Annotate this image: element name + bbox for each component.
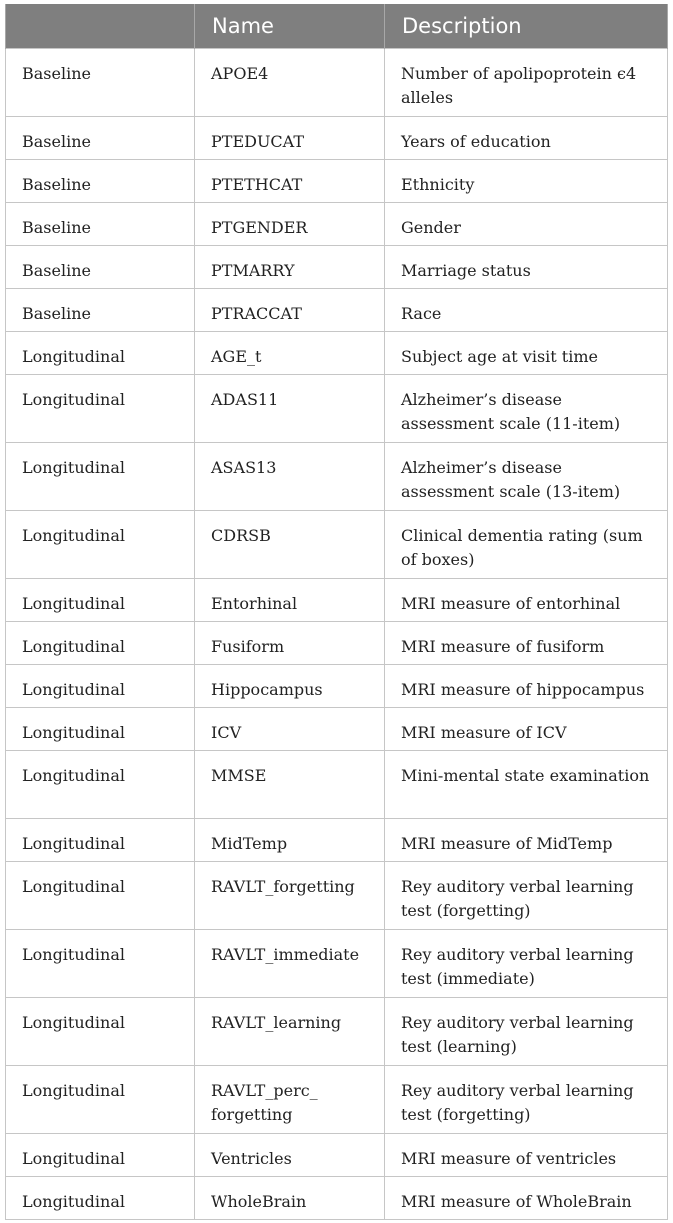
cell-name: MidTemp xyxy=(195,818,385,861)
cell-type: Longitudinal xyxy=(6,664,195,707)
table-row xyxy=(6,1176,668,1219)
cell-description: Mini-mental state examination xyxy=(385,750,668,818)
cell-description: Race xyxy=(385,288,668,331)
cell-name: ICV xyxy=(195,707,385,750)
cell-name: RAVLT_learning xyxy=(195,997,385,1065)
table-row xyxy=(6,159,668,202)
cell-type: Baseline xyxy=(6,288,195,331)
cell-type: Longitudinal xyxy=(6,750,195,818)
cell-description: Alzheimer’s disease assessment scale (13-item) xyxy=(385,442,668,510)
cell-name: CDRSB xyxy=(195,510,385,578)
cell-name: PTRACCAT xyxy=(195,288,385,331)
cell-description: Rey auditory verbal learning test (immediate) xyxy=(385,929,668,997)
cell-description: Number of apolipoprotein ϵ4 alleles xyxy=(385,48,668,116)
table-row xyxy=(6,116,668,159)
cell-description: Subject age at visit time xyxy=(385,331,668,374)
cell-type: Longitudinal xyxy=(6,442,195,510)
cell-type: Longitudinal xyxy=(6,1065,195,1133)
cell-name: PTMARRY xyxy=(195,245,385,288)
cell-name: RAVLT_perc_ forgetting xyxy=(195,1065,385,1133)
table-row xyxy=(6,997,668,1065)
header-row xyxy=(6,4,668,48)
cell-description: Clinical dementia rating (sum of boxes) xyxy=(385,510,668,578)
cell-description: MRI measure of ventricles xyxy=(385,1133,668,1176)
cell-description: Alzheimer’s disease assessment scale (11-item) xyxy=(385,374,668,442)
cell-description: MRI measure of MidTemp xyxy=(385,818,668,861)
cell-name: AGE_t xyxy=(195,331,385,374)
cell-type: Baseline xyxy=(6,48,195,116)
table-row xyxy=(6,750,668,818)
cell-type: Longitudinal xyxy=(6,621,195,664)
cell-type: Longitudinal xyxy=(6,331,195,374)
table-row xyxy=(6,1065,668,1133)
table-row xyxy=(6,621,668,664)
table-row xyxy=(6,929,668,997)
cell-description: MRI measure of WholeBrain xyxy=(385,1176,668,1219)
table-row xyxy=(6,48,668,116)
cell-description: Gender xyxy=(385,202,668,245)
table-row xyxy=(6,245,668,288)
cell-type: Longitudinal xyxy=(6,1133,195,1176)
table-row xyxy=(6,442,668,510)
cell-description: Rey auditory verbal learning test (forgetting) xyxy=(385,861,668,929)
cell-name: ADAS11 xyxy=(195,374,385,442)
table-row xyxy=(6,861,668,929)
cell-type: Longitudinal xyxy=(6,374,195,442)
cell-type: Baseline xyxy=(6,202,195,245)
table-row xyxy=(6,664,668,707)
cell-description: MRI measure of entorhinal xyxy=(385,578,668,621)
table-row xyxy=(6,510,668,578)
cell-name: RAVLT_immediate xyxy=(195,929,385,997)
cell-name: Ventricles xyxy=(195,1133,385,1176)
cell-name: RAVLT_forgetting xyxy=(195,861,385,929)
cell-description: MRI measure of hippocampus xyxy=(385,664,668,707)
cell-name: ASAS13 xyxy=(195,442,385,510)
cell-type: Longitudinal xyxy=(6,707,195,750)
cell-name: PTEDUCAT xyxy=(195,116,385,159)
cell-description: MRI measure of fusiform xyxy=(385,621,668,664)
table-row xyxy=(6,331,668,374)
header-name: Name xyxy=(195,4,385,48)
cell-type: Baseline xyxy=(6,245,195,288)
cell-name: PTGENDER xyxy=(195,202,385,245)
table-row xyxy=(6,578,668,621)
header-type xyxy=(6,4,195,48)
cell-type: Baseline xyxy=(6,116,195,159)
cell-name: Entorhinal xyxy=(195,578,385,621)
cell-type: Longitudinal xyxy=(6,818,195,861)
cell-name: MMSE xyxy=(195,750,385,818)
table-row xyxy=(6,818,668,861)
header-description: Description xyxy=(385,4,668,48)
cell-type: Longitudinal xyxy=(6,861,195,929)
cell-description: Years of education xyxy=(385,116,668,159)
cell-type: Baseline xyxy=(6,159,195,202)
table-row xyxy=(6,707,668,750)
cell-description: Ethnicity xyxy=(385,159,668,202)
cell-name: APOE4 xyxy=(195,48,385,116)
cell-type: Longitudinal xyxy=(6,510,195,578)
cell-name: WholeBrain xyxy=(195,1176,385,1219)
cell-type: Longitudinal xyxy=(6,1176,195,1219)
variables-table xyxy=(5,4,668,1220)
cell-name: PTETHCAT xyxy=(195,159,385,202)
cell-type: Longitudinal xyxy=(6,929,195,997)
cell-description: Rey auditory verbal learning test (learning) xyxy=(385,997,668,1065)
cell-type: Longitudinal xyxy=(6,578,195,621)
cell-description: MRI measure of ICV xyxy=(385,707,668,750)
cell-type: Longitudinal xyxy=(6,997,195,1065)
table-row xyxy=(6,288,668,331)
table-row xyxy=(6,202,668,245)
table-row xyxy=(6,374,668,442)
table-row xyxy=(6,1133,668,1176)
cell-name: Fusiform xyxy=(195,621,385,664)
cell-name: Hippocampus xyxy=(195,664,385,707)
table-body xyxy=(6,48,668,1219)
cell-description: Marriage status xyxy=(385,245,668,288)
cell-description: Rey auditory verbal learning test (forgetting) xyxy=(385,1065,668,1133)
